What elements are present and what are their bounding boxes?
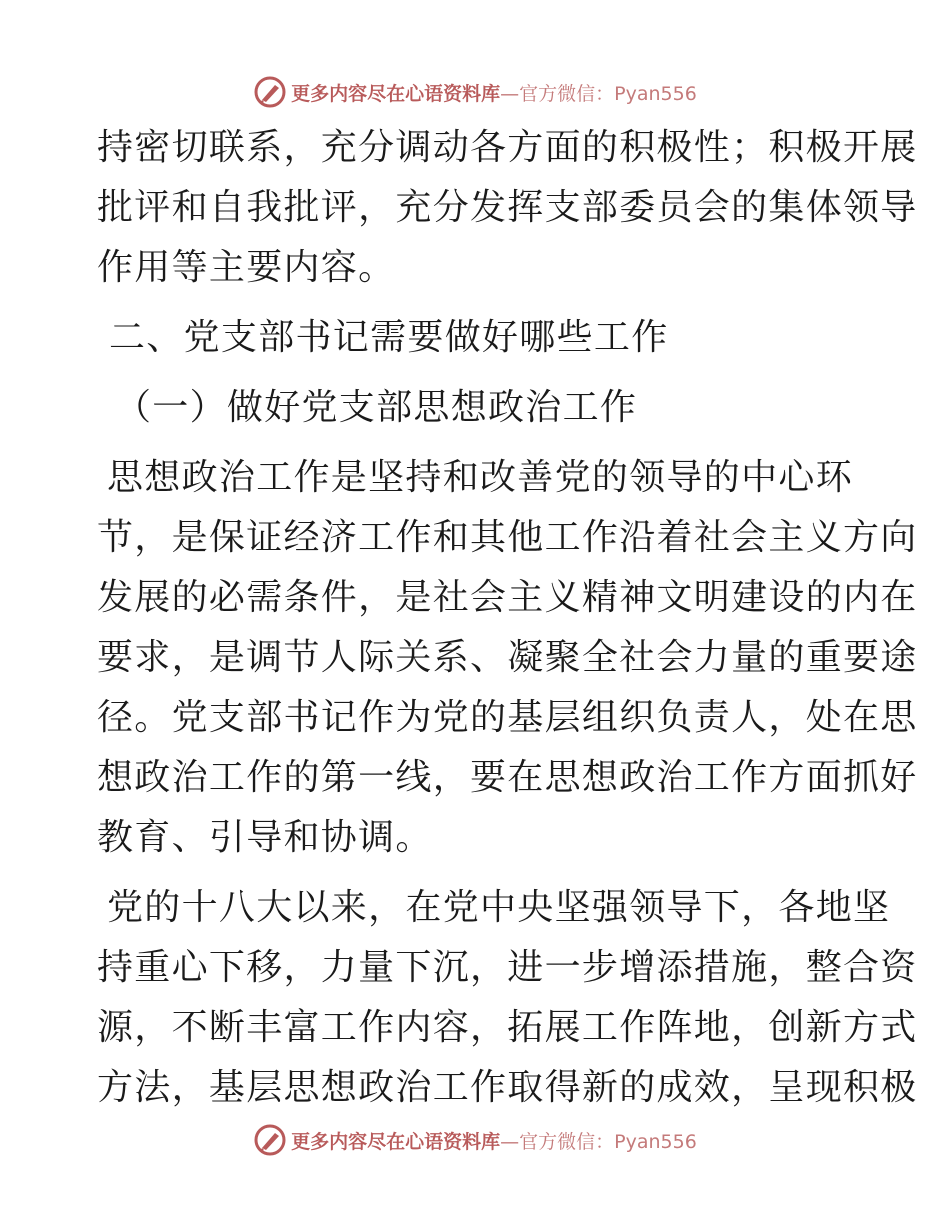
text-line: 节，是保证经济工作和其他工作沿着社会主义方向	[97, 517, 918, 558]
text-line: 源，不断丰富工作内容，拓展工作阵地，创新方式	[97, 1007, 918, 1048]
paragraph-3	[97, 878, 918, 1118]
text-line: 批评和自我批评，充分发挥支部委员会的集体领导	[97, 187, 918, 228]
banner-text: 更多内容尽在心语资料库—官方微信：Pyan556	[291, 1130, 697, 1153]
paragraph-2	[97, 448, 918, 868]
paragraph-1	[97, 118, 918, 298]
text-line: 想政治工作的第一线，要在思想政治工作方面抓好	[97, 757, 918, 798]
text-line: 党的十八大以来，在党中央坚强领导下，各地坚	[107, 887, 891, 928]
text-line: 思想政治工作是坚持和改善党的领导的中心环	[107, 457, 854, 498]
text-line: 持密切联系，充分调动各方面的积极性；积极开展	[97, 127, 918, 168]
banner-text: 更多内容尽在心语资料库—官方微信：Pyan556	[291, 82, 697, 105]
text-line: 发展的必需条件，是社会主义精神文明建设的内在	[97, 577, 918, 618]
section-heading: 二、党支部书记需要做好哪些工作	[109, 317, 669, 358]
text-line: 持重心下移，力量下沉，进一步增添措施，整合资	[97, 947, 918, 988]
header-banner	[0, 72, 950, 112]
text-line: 作用等主要内容。	[97, 247, 396, 288]
footer-banner	[0, 1120, 950, 1160]
text-line: 要求，是调节人际关系、凝聚全社会力量的重要途	[97, 637, 918, 678]
pen-circle-logo-icon	[253, 1123, 287, 1157]
subsection-heading: （一）做好党支部思想政治工作	[115, 387, 638, 428]
document-body	[97, 118, 918, 1118]
text-line: 教育、引导和协调。	[97, 817, 433, 858]
text-line: 径。党支部书记作为党的基层组织负责人，处在思	[97, 697, 918, 738]
text-line: 方法，基层思想政治工作取得新的成效，呈现积极	[97, 1067, 918, 1108]
pen-circle-logo-icon	[253, 75, 287, 109]
